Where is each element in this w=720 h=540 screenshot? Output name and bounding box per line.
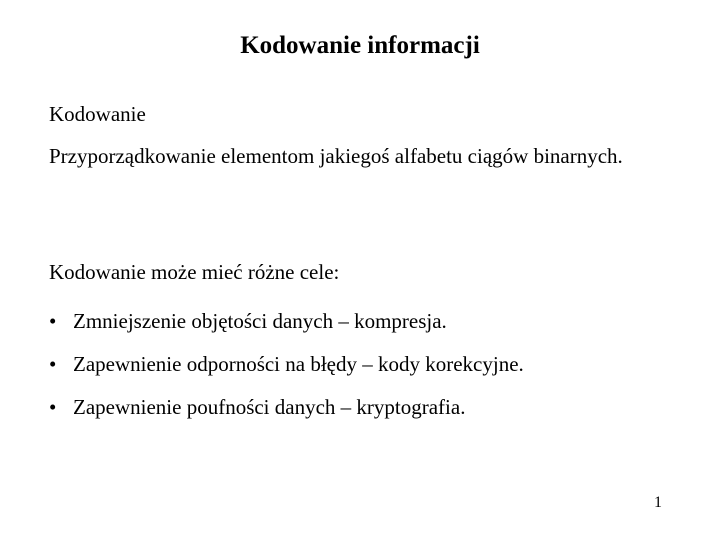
bullet-text: Zapewnienie odporności na błędy – kody korekcyjne.: [73, 352, 524, 376]
list-item: [49, 306, 524, 336]
bullet-marker: •: [49, 352, 57, 376]
list-item: [49, 349, 524, 379]
definition-text: Przyporządkowanie elementom jakiegoś alfabetu ciągów binarnych.: [49, 144, 623, 168]
bullet-marker: •: [49, 309, 57, 333]
bullet-text: Zmniejszenie objętości danych – kompresja.: [73, 309, 447, 333]
slide-title: Kodowanie informacji: [240, 32, 480, 59]
bullet-list: [49, 306, 524, 435]
bullet-text: Zapewnienie poufności danych – kryptografia.: [73, 395, 466, 419]
page-number: 1: [654, 494, 662, 511]
bullet-marker: •: [49, 395, 57, 419]
section-heading: Kodowanie: [49, 102, 146, 126]
list-item: [49, 392, 524, 422]
intro-text: Kodowanie może mieć różne cele:: [49, 260, 340, 284]
